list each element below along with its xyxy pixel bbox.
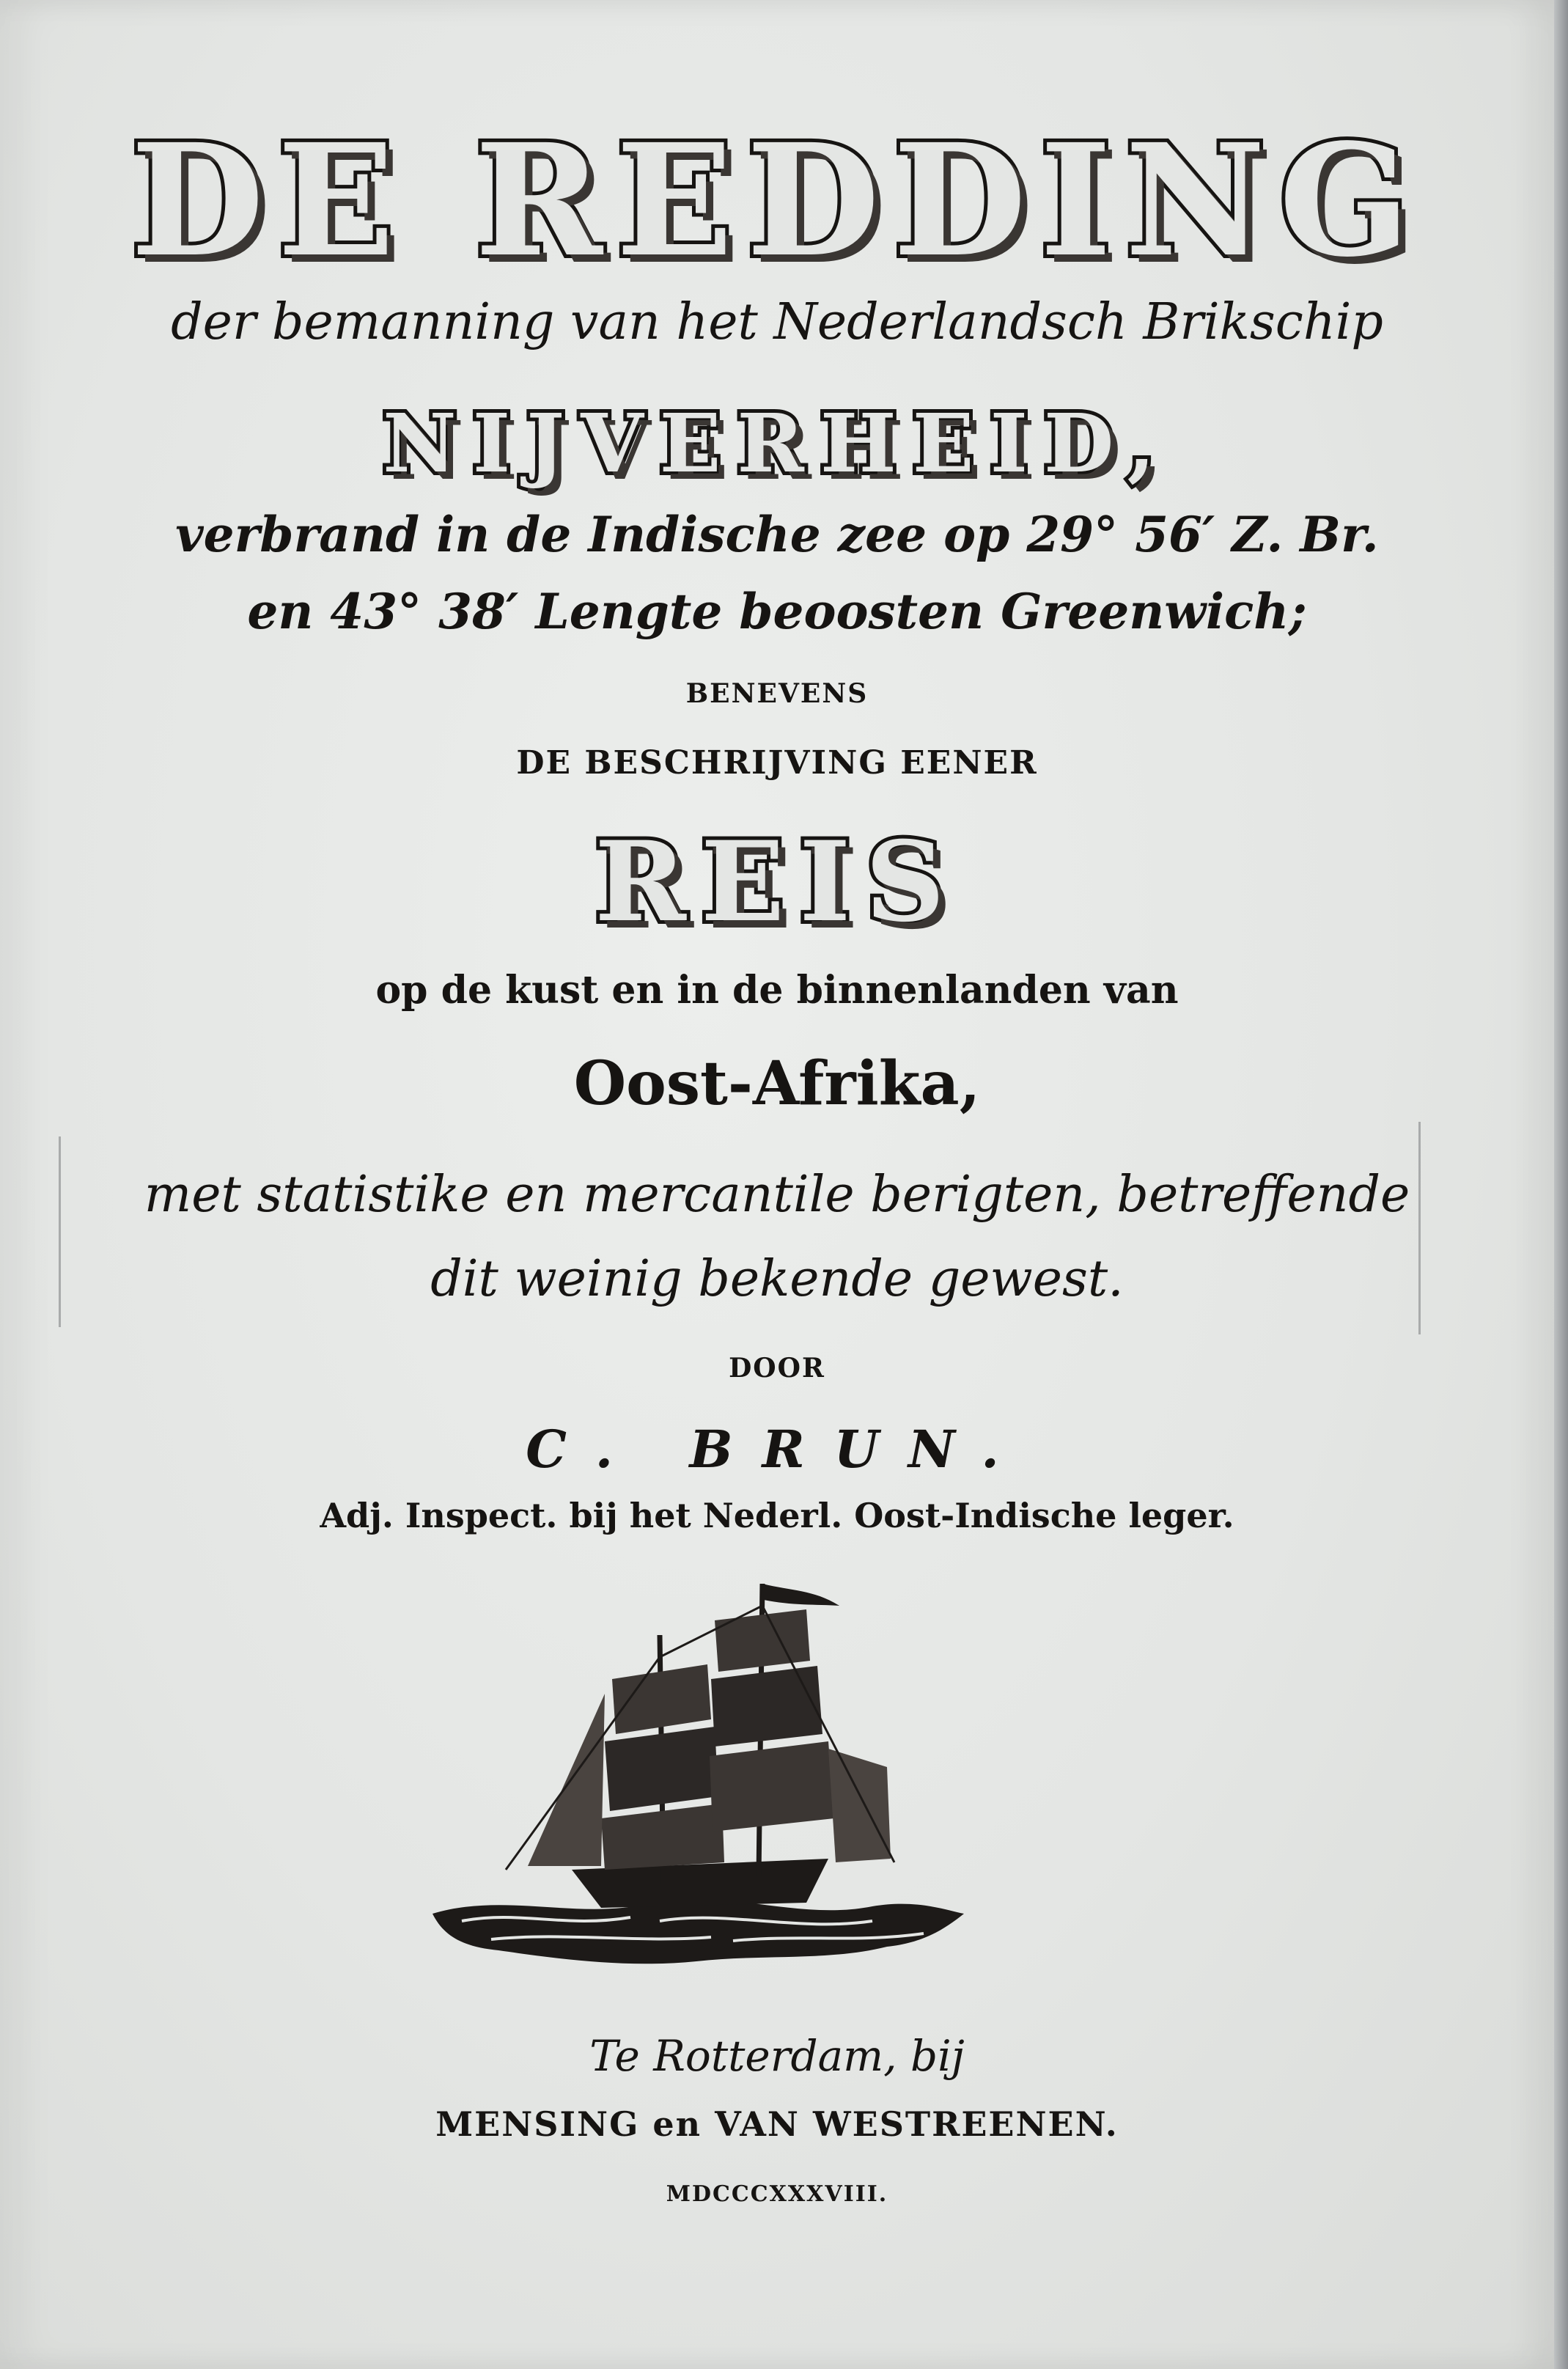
- author-name: C. BRUN.: [526, 1419, 1028, 1480]
- subtitle: der bemanning van het Nederlandsch Brikschip: [171, 293, 1383, 351]
- pencil-margin-mark-right: [1418, 1122, 1421, 1334]
- imprint-city: Te Rotterdam, bij: [589, 2031, 965, 2081]
- kust-line: op de kust en in de binnenlanden van: [375, 968, 1179, 1013]
- beschrijving-line: DE BESCHRIJVING EENER: [516, 744, 1038, 782]
- ship-name: NIJVERHEID,: [383, 396, 1171, 491]
- reis-heading: REIS: [595, 818, 960, 947]
- door-label: DOOR: [729, 1353, 825, 1384]
- pencil-margin-mark-left: [59, 1136, 61, 1327]
- publisher-name: MENSING en VAN WESTREENEN.: [435, 2104, 1119, 2144]
- region-name: Oost-Afrika,: [573, 1048, 981, 1119]
- book-title: DE REDDING: [130, 110, 1424, 291]
- sailing-ship-icon: [418, 1576, 975, 1987]
- author-title: Adj. Inspect. bij het Nederl. Oost-Indische leger.: [320, 1496, 1234, 1535]
- benevens-label: BENEVENS: [685, 678, 869, 709]
- page-edge: [1554, 0, 1568, 2369]
- location-line-1: verbrand in de Indische zee op 29° 56′ Z. Br.: [175, 506, 1379, 563]
- statistics-line-1: met statistike en mercantile berigten, betreffende: [144, 1166, 1410, 1224]
- location-line-2: en 43° 38′ Lengte beoosten Greenwich;: [247, 583, 1307, 640]
- statistics-line-2: dit weinig bekende gewest.: [430, 1250, 1124, 1308]
- publication-year: MDCCCXXXVIII.: [666, 2181, 888, 2207]
